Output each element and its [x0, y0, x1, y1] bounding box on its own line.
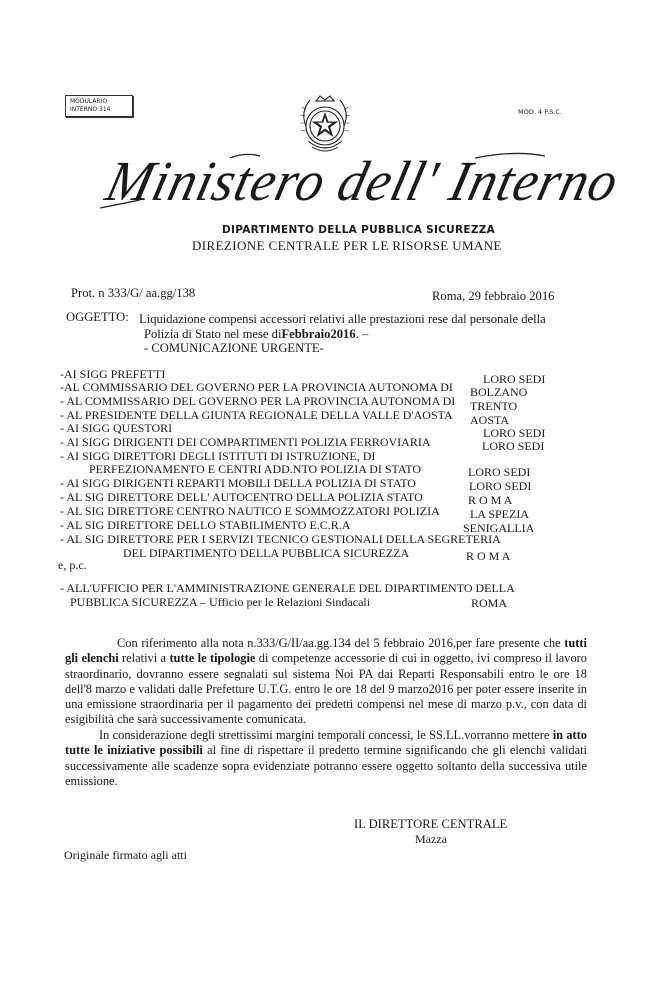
body-p2-text-c: al fine di rispettare il predetto termine significando che gli elenchi validati successivamente alle scadenze sopra evidenziate potranno essere oggetto soltanto della successiva utile emissione.: [65, 743, 587, 788]
directorate-name: DIREZIONE CENTRALE PER LE RISORSE UMANE: [192, 238, 502, 253]
recipient-destination: BOLZANO: [470, 385, 528, 399]
body-p2-text-a: In considerazione degli strettissimi margini temporali concessi, le SS.LL.vorranno mettere: [99, 728, 553, 742]
recipient-destination: SENIGALLIA: [463, 521, 535, 535]
recipient-name: - AL SIG DIRETTORE DELLO STABILIMENTO E.C.R.A: [60, 518, 351, 532]
recipient-name: -AI SIGG PREFETTI: [60, 367, 166, 381]
place-date: Roma, 29 febbraio 2016: [432, 289, 555, 303]
body-paragraph-2: [65, 728, 587, 789]
recipient-name: DEL DIPARTIMENTO DELLA PUBBLICA SICUREZZA: [123, 546, 410, 560]
subject-month: Febbraio2016: [281, 327, 356, 341]
footer-note: Originale firmato agli atti: [64, 848, 187, 862]
protocol-stamp-box: [65, 95, 133, 117]
recipient-name: - AL SIG DIRETTORE PER I SERVIZI TECNICO GESTIONALI DELLA SEGRETERIA: [60, 532, 501, 546]
recipient-name: - AI SIGG DIRIGENTI DEI COMPARTIMENTI POLIZIA FERROVIARIA: [60, 435, 431, 449]
recipient-destination: TRENTO: [470, 399, 518, 413]
department-name: DIPARTIMENTO DELLA PUBBLICA SICUREZZA: [222, 224, 496, 236]
signature-name: Mazza: [415, 832, 447, 846]
recipient-destination: LA SPEZIA: [470, 507, 530, 521]
body-p1-text-a: Con riferimento alla nota n.333/G/II/aa.gg.134 del 5 febbraio 2016,per fare presente che: [117, 636, 565, 650]
subject-line-2-suffix: . –: [355, 327, 369, 341]
protocol-number: Prot. n 333/G/ aa.gg/138: [71, 286, 196, 300]
body-p1-text-c: relativi a: [118, 651, 170, 666]
body-p2-bold: in atto tutte le iniziative possibili: [65, 728, 587, 758]
subject-line-2: [144, 327, 368, 342]
recipient-name: - AI SIGG DIRETTORI DEGLI ISTITUTI DI ISTRUZIONE, DI: [60, 449, 376, 463]
recipient-name: - AL SIG DIRETTORE DELL' AUTOCENTRO DELLA POLIZIA STATO: [60, 490, 423, 504]
recipient-name: PERFEZIONAMENTO E CENTRI ADD.NTO POLIZIA DI STATO: [89, 462, 422, 476]
recipient-destination: AOSTA: [470, 413, 510, 427]
recipient-destination: R O M A: [468, 493, 513, 507]
recipient-destination: LORO SEDI: [483, 426, 546, 440]
recipient-name: - AI SIGG DIRIGENTI REPARTI MOBILI DELLA POLIZIA DI STATO: [60, 476, 416, 490]
recipient-destination: LORO SEDI: [483, 372, 546, 386]
subject-line-1: Liquidazione compensi accessori relativi alle prestazioni rese dal personale della: [139, 312, 546, 326]
signature-title: IL DIRETTORE CENTRALE: [354, 817, 508, 831]
cc-line-1: - ALL'UFFICIO PER L'AMMINISTRAZIONE GENERALE DEL DIPARTIMENTO DELLA: [60, 581, 515, 595]
recipient-destination: LORO SEDI: [469, 479, 532, 493]
recipient-name: - AL COMMISSARIO DEL GOVERNO PER LA PROVINCIA AUTONOMA DI: [60, 394, 456, 408]
recipient-name: - AL SIG DIRETTORE CENTRO NAUTICO E SOMMOZZATORI POLIZIA: [60, 504, 440, 518]
recipient-name: - AI SIGG QUESTORI: [60, 421, 173, 435]
model-code: MOD. 4 P.S.C.: [518, 108, 562, 116]
subject-line-2-prefix: Polizia di Stato nel mese di: [144, 327, 282, 341]
cc-destination: ROMA: [471, 596, 508, 610]
recipient-destination: LORO SEDI: [468, 465, 531, 479]
recipient-destination: R O M A: [466, 549, 511, 563]
subject-label: OGGETTO:: [66, 310, 129, 324]
body-p1-text-d: di competenze accessorie di cui in oggetto, ivi compreso il lavoro straordinario, dovranno essere segnalati sul sistema Noi PA dai Reparti Responsabili entro le ore 18 dell'8 marzo e validati dalle Prefetture U.T.G. entro le ore 18 del 9 marzo2016 per poter essere inserite in una emissione straordinaria per il pagamento dei predetti compensi nel mese di marzo p.v., con data di esigibilità che sarà successivamente comunicata.: [65, 651, 587, 727]
cc-line-2: PUBBLICA SICUREZZA – Ufficio per le Relazioni Sindacali: [70, 595, 371, 609]
stamp-box-text: MODULARIO INTERNO 314: [70, 98, 111, 113]
body-p1-bold-1: tutti gli elenchi: [65, 636, 587, 666]
recipient-destination: LORO SEDI: [482, 439, 545, 453]
recipient-name: -AL COMMISSARIO DEL GOVERNO PER LA PROVINCIA AUTONOMA DI: [60, 380, 453, 394]
body-p1-bold-2: tutte le tipologie: [169, 651, 256, 666]
subject-urgent: - COMUNICAZIONE URGENTE-: [144, 341, 324, 355]
per-conoscenza: e, p.c.: [58, 558, 87, 572]
ministry-name-script: Ministero dell' Interno: [100, 149, 626, 213]
recipient-name: - AL PRESIDENTE DELLA GIUNTA REGIONALE DELLA VALLE D'AOSTA: [60, 408, 453, 422]
body-paragraph-1: [65, 636, 587, 728]
